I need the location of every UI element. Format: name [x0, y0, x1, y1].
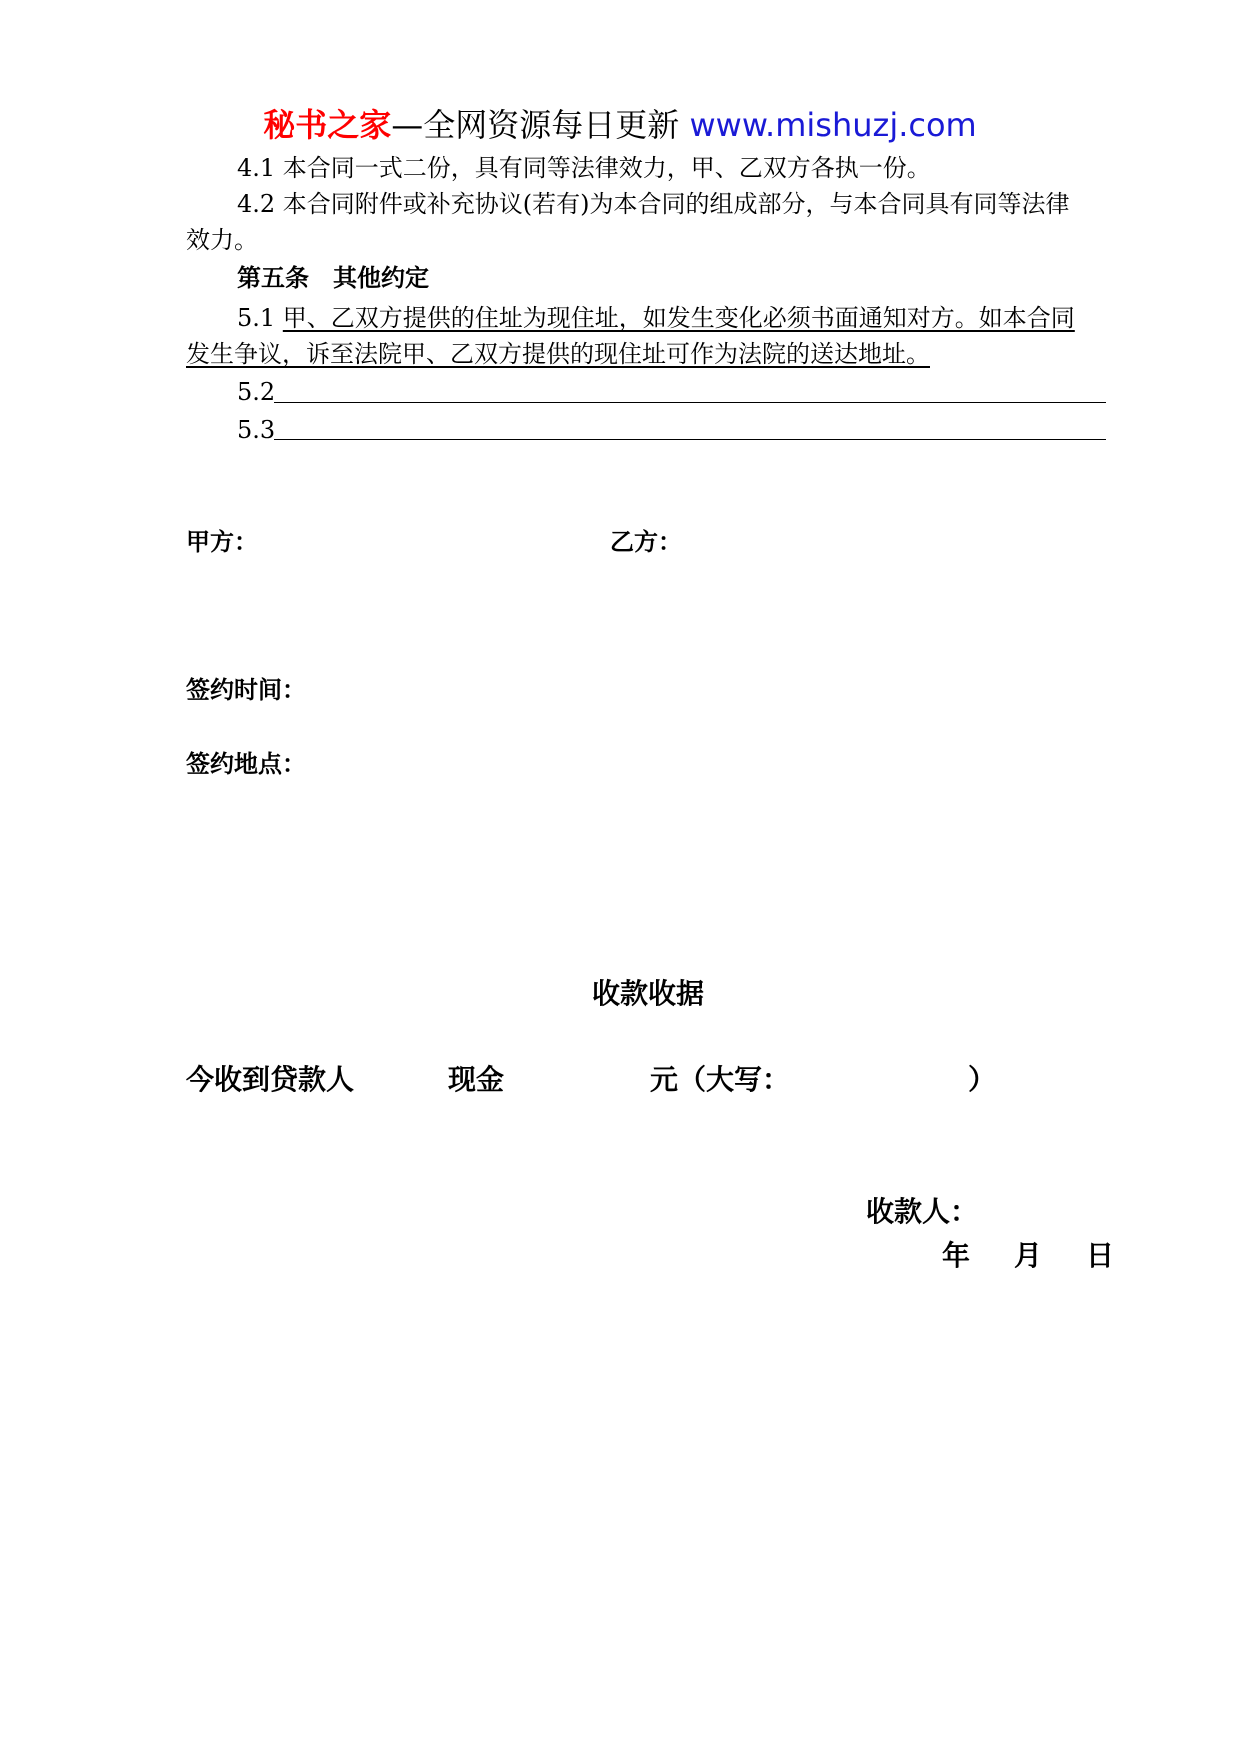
clause-5-2-number: 5.2 [237, 378, 276, 406]
clause-4-2-line1: 4.2 本合同附件或补充协议(若有)为本合同的组成部分，与本合同具有同等法律 [237, 190, 1070, 218]
receipt-close-paren: ） [968, 1063, 997, 1096]
clause-5-1-text: 甲、乙双方提供的住址为现住址，如发生变化必须书面通知对方。如本合同 [282, 304, 1075, 332]
receipt-amount-uppercase-label: 元（大写： [650, 1063, 791, 1096]
date-day-label: 日 [1086, 1239, 1115, 1272]
sign-place-label: 签约地点： [186, 750, 306, 778]
brand-name: 秘书之家 [263, 106, 392, 144]
clause-4-2-line2: 效力。 [186, 226, 258, 254]
clause-5-2-blank-line[interactable] [274, 402, 1106, 403]
clause-4-1: 4.1 本合同一式二份，具有同等法律效力，甲、乙双方各执一份。 [237, 154, 931, 182]
payee-label: 收款人： [866, 1195, 979, 1228]
clause-5-3-number: 5.3 [237, 416, 276, 444]
receipt-cash-label: 现金 [448, 1063, 505, 1096]
article-5-title: 第五条 其他约定 [237, 264, 429, 292]
sign-time-label: 签约时间： [186, 676, 306, 704]
header-slogan: —全网资源每日更新 [391, 106, 690, 144]
party-b-label: 乙方： [610, 528, 682, 556]
date-year-label: 年 [942, 1239, 971, 1272]
clause-5-1-line1 [237, 300, 1075, 336]
page-header [0, 100, 1240, 146]
party-a-label: 甲方： [186, 528, 258, 556]
receipt-received-from: 今收到贷款人 [186, 1063, 355, 1096]
date-month-label: 月 [1014, 1239, 1043, 1272]
receipt-title: 收款收据 [592, 977, 705, 1010]
header-site-link[interactable]: www.mishuzj.com [689, 106, 977, 144]
clause-5-3-blank-line[interactable] [274, 439, 1106, 440]
clause-5-1-number: 5.1 [237, 304, 283, 332]
clause-5-1-line2: 发生争议，诉至法院甲、乙双方提供的现住址可作为法院的送达地址。 [186, 340, 930, 368]
